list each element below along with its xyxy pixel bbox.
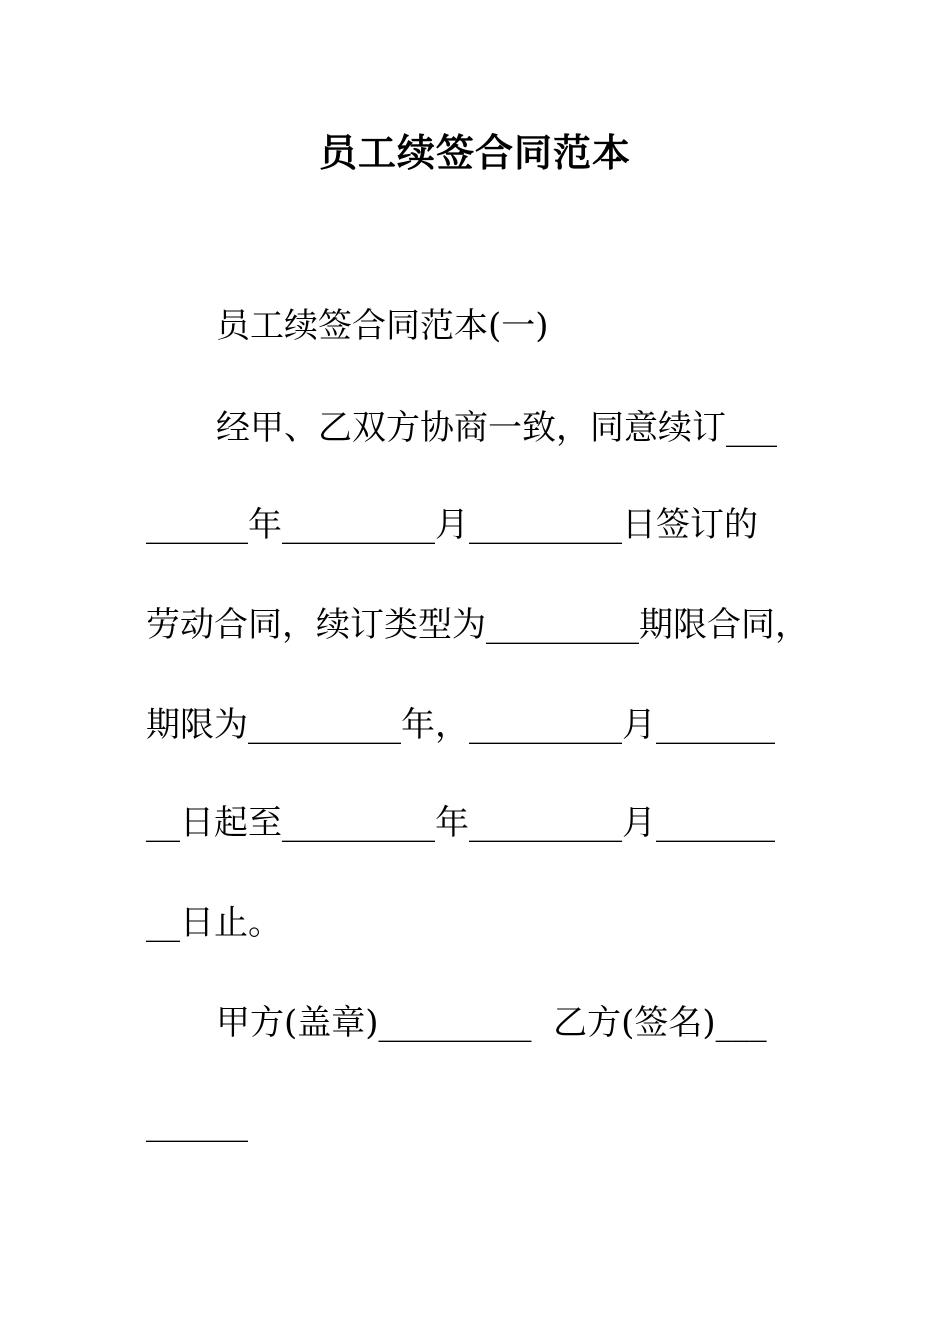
- body-line: 期限为_________年，_________月_______: [146, 705, 775, 745]
- body-line: __日起至_________年_________月_______: [146, 803, 775, 843]
- body-line: ______年_________月_________日签订的: [146, 505, 758, 545]
- body-line: 劳动合同，续订类型为_________期限合同，: [146, 605, 809, 645]
- signature-line-continued: ______: [146, 1103, 248, 1143]
- body-line: 经甲、乙双方协商一致，同意续订___: [216, 408, 777, 448]
- signature-line: 甲方(盖章)_________ 乙方(签名)___: [216, 1003, 767, 1043]
- document-title: 员工续签合同范本: [318, 130, 631, 175]
- body-line: __日止。: [146, 903, 282, 943]
- section-heading: 员工续签合同范本(一): [216, 306, 549, 346]
